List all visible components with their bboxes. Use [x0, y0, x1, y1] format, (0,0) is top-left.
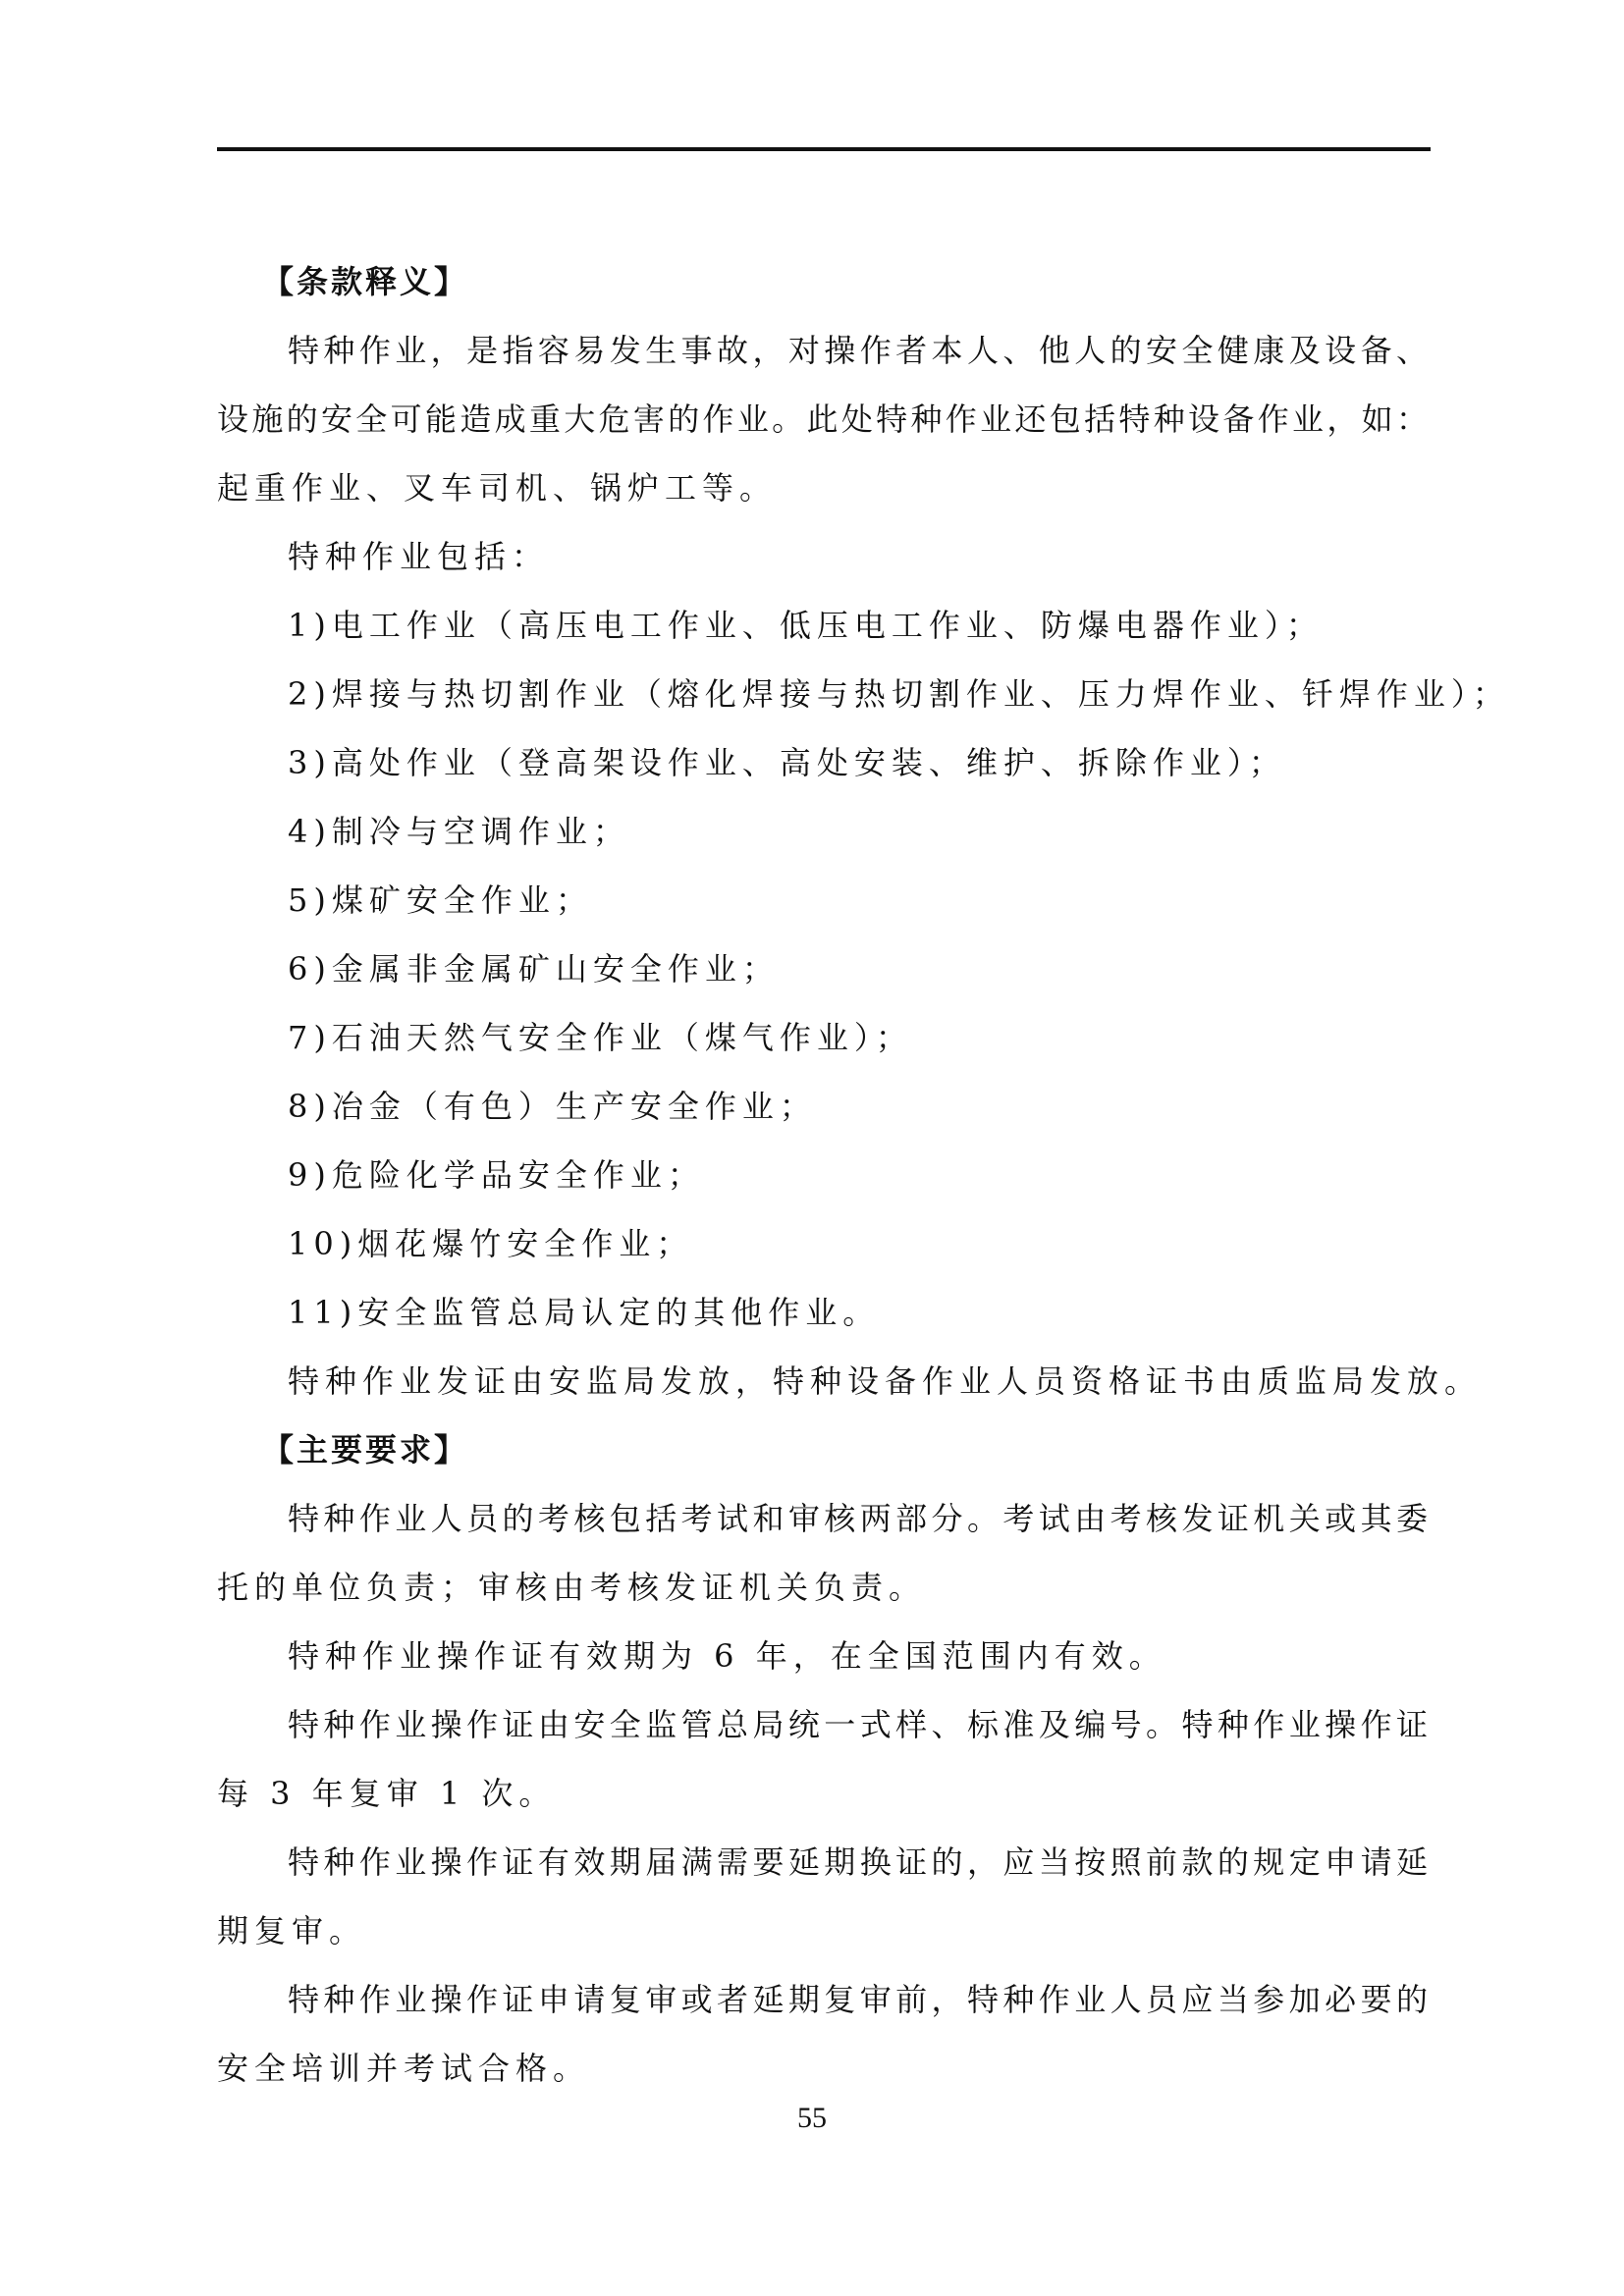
list-intro: 特种作业包括：	[288, 538, 550, 575]
paragraph-line: 设施的安全可能造成重大危害的作业。此处特种作业还包括特种设备作业，如：	[217, 400, 1431, 438]
list-item: 2)焊接与热切割作业（熔化焊接与热切割作业、压力焊作业、钎焊作业）；	[288, 675, 1510, 713]
paragraph-line: 特种作业，是指容易发生事故，对操作者本人、他人的安全健康及设备、	[288, 332, 1431, 369]
paragraph-line: 特种作业人员的考核包括考试和审核两部分。考试由考核发证机关或其委	[288, 1500, 1431, 1537]
page-number: 55	[797, 2102, 827, 2134]
paragraph-line: 特种作业发证由安监局发放，特种设备作业人员资格证书由质监局发放。	[288, 1362, 1483, 1400]
paragraph-line: 特种作业操作证有效期届满需要延期换证的，应当按照前款的规定申请延	[288, 1843, 1431, 1881]
paragraph-line: 安全培训并考试合格。	[217, 2050, 591, 2087]
list-item: 8)冶金（有色）生产安全作业；	[288, 1088, 817, 1125]
section-heading-main-requirements: 【主要要求】	[262, 1431, 469, 1468]
list-item: 5)煤矿安全作业；	[288, 881, 593, 919]
paragraph-line: 特种作业操作证有效期为 6 年，在全国范围内有效。	[288, 1637, 1166, 1675]
paragraph-line: 托的单位负责；审核由考核发证机关负责。	[217, 1569, 927, 1606]
list-item: 4)制冷与空调作业；	[288, 813, 630, 850]
page-body	[217, 247, 1510, 2103]
list-item: 11)安全监管总局认定的其他作业。	[288, 1294, 881, 1331]
paragraph-line: 特种作业操作证申请复审或者延期复审前，特种作业人员应当参加必要的	[288, 1981, 1431, 2018]
list-item: 3)高处作业（登高架设作业、高处安装、维护、拆除作业）；	[288, 744, 1286, 781]
paragraph-line: 起重作业、叉车司机、锅炉工等。	[217, 469, 778, 507]
list-item: 7)石油天然气安全作业（煤气作业）；	[288, 1019, 913, 1056]
list-item: 9)危险化学品安全作业；	[288, 1156, 705, 1194]
paragraph-line: 每 3 年复审 1 次。	[217, 1775, 557, 1812]
paragraph-line: 期复审。	[217, 1912, 367, 1949]
section-heading-clause-interpretation: 【条款释义】	[262, 263, 469, 300]
list-item: 1)电工作业（高压电工作业、低压电工作业、防爆电器作业）；	[288, 607, 1324, 644]
list-item: 10)烟花爆竹安全作业；	[288, 1225, 694, 1262]
paragraph-line: 特种作业操作证由安全监管总局统一式样、标准及编号。特种作业操作证	[288, 1706, 1431, 1743]
list-item: 6)金属非金属矿山安全作业；	[288, 950, 780, 988]
header-rule	[217, 147, 1431, 151]
